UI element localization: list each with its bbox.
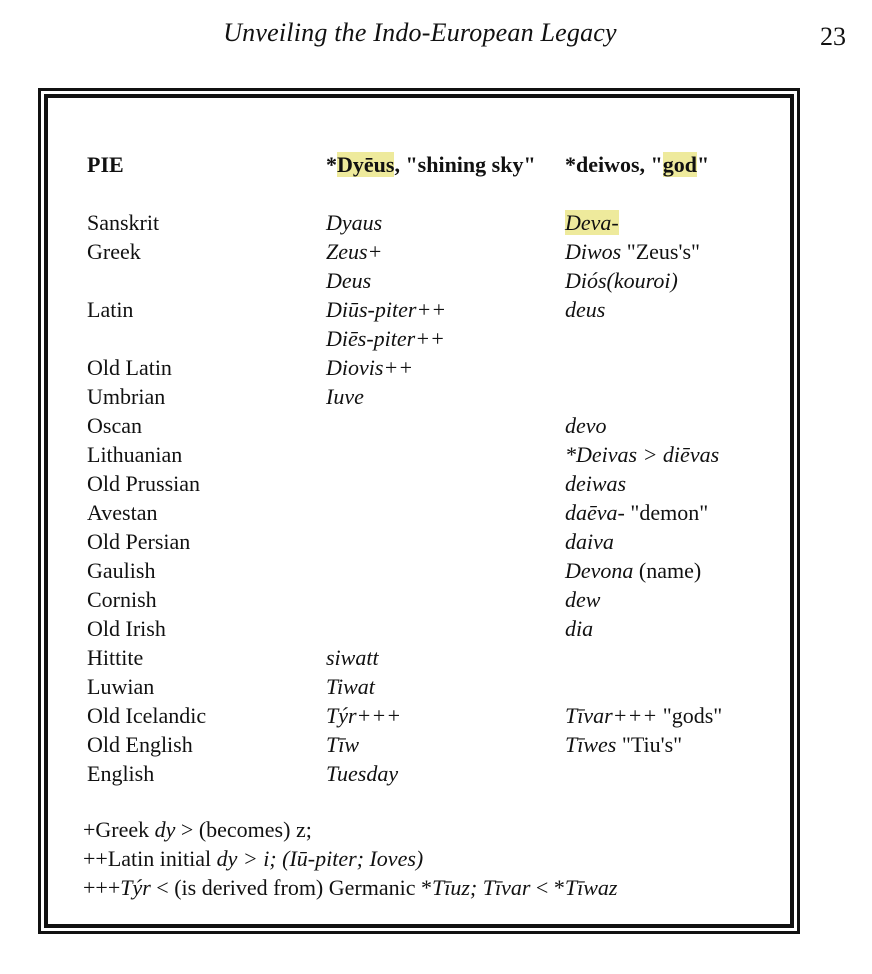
row-deiwos-lemma: dew <box>565 587 601 612</box>
footnote-latin <box>83 844 423 873</box>
header-deiwos-gloss: god <box>662 152 698 177</box>
header-deiwos-root: *deiwos, " <box>565 152 663 177</box>
table-row <box>87 469 787 498</box>
row-dyeus-reflex: Diovis++ <box>326 355 414 380</box>
row-language: Avestan <box>87 500 158 525</box>
row-deiwos-lemma: Tīvar+++ <box>565 703 658 728</box>
footnote-germanic-b: Týr <box>120 875 151 900</box>
table-row <box>87 527 787 556</box>
row-deiwos-lemma: deiwas <box>565 471 627 496</box>
row-language: Luwian <box>87 674 155 699</box>
row-deiwos-reflex <box>565 730 682 759</box>
footnote-greek-c: > (becomes) z; <box>175 817 312 842</box>
row-deiwos-reflex <box>565 614 593 643</box>
row-language: Oscan <box>87 413 142 438</box>
table-row <box>87 672 787 701</box>
row-deiwos-reflex <box>565 266 678 295</box>
row-language: Latin <box>87 297 134 322</box>
row-deiwos-note: "Tiu's" <box>616 732 683 757</box>
row-language: Hittite <box>87 645 144 670</box>
row-language: Old Icelandic <box>87 703 207 728</box>
row-language: Old Persian <box>87 529 191 554</box>
footnote-greek-b: dy <box>154 817 176 842</box>
footnote-germanic <box>83 873 617 902</box>
footnote-latin-b: dy > i; (Iū-piter; Ioves) <box>216 846 424 871</box>
table-row <box>87 208 787 237</box>
row-deiwos-reflex <box>565 585 600 614</box>
footnote-germanic-c: < (is derived from) Germanic * <box>150 875 432 900</box>
header-deiwos <box>565 150 709 179</box>
footnote-germanic-f: Tīwaz <box>564 875 618 900</box>
row-deiwos-lemma: Diwos <box>565 239 622 264</box>
row-language: Cornish <box>87 587 157 612</box>
row-dyeus-reflex: Tīw <box>326 732 360 757</box>
table-row <box>87 353 787 382</box>
row-deiwos-lemma: daēva- <box>565 500 625 525</box>
row-language: Old Prussian <box>87 471 201 496</box>
row-language: Greek <box>87 239 141 264</box>
row-dyeus-reflex: Dyaus <box>326 210 383 235</box>
row-dyeus-reflex: Týr+++ <box>326 703 402 728</box>
page-number: 23 <box>820 22 846 51</box>
table-row <box>87 382 787 411</box>
row-language: English <box>87 761 155 786</box>
row-deiwos-reflex <box>565 556 701 585</box>
header-dyeus-root: Dyēus <box>337 152 395 177</box>
table-row <box>87 556 787 585</box>
row-deiwos-lemma: dia <box>565 616 594 641</box>
row-deiwos-note: "gods" <box>657 703 723 728</box>
row-deiwos-reflex <box>565 295 605 324</box>
row-deiwos-lemma: Diós(kouroi) <box>565 268 678 293</box>
header-dyeus-star: * <box>326 152 337 177</box>
footnote-germanic-d: Tīuz; Tīvar <box>432 875 531 900</box>
row-deiwos-note: "Zeus's" <box>621 239 701 264</box>
row-language: Lithuanian <box>87 442 183 467</box>
row-deiwos-reflex <box>565 440 719 469</box>
running-header-title: Unveiling the Indo-European Legacy <box>223 18 617 47</box>
footnote-germanic-a: +++ <box>83 875 121 900</box>
table-row <box>87 324 787 353</box>
row-deiwos-reflex <box>565 411 607 440</box>
row-deiwos-lemma: Devona <box>565 558 634 583</box>
row-deiwos-lemma: *Deivas > diēvas <box>565 442 720 467</box>
row-deiwos-reflex <box>565 469 626 498</box>
row-language: Old Latin <box>87 355 172 380</box>
row-deiwos-note: (name) <box>633 558 702 583</box>
row-dyeus-reflex: Deus <box>326 268 372 293</box>
row-language: Old English <box>87 732 193 757</box>
header-dyeus-gloss: , "shining sky" <box>394 152 536 177</box>
row-deiwos-reflex <box>565 527 614 556</box>
table-row <box>87 585 787 614</box>
row-dyeus-reflex: siwatt <box>326 645 379 670</box>
table-row <box>87 701 787 730</box>
row-deiwos-reflex <box>565 237 700 266</box>
row-deiwos-lemma: deus <box>565 297 606 322</box>
row-dyeus-reflex: Tiwat <box>326 674 375 699</box>
row-deiwos-reflex <box>565 208 619 237</box>
table-row <box>87 295 787 324</box>
footnote-greek-a: +Greek <box>83 817 155 842</box>
row-dyeus-reflex: Zeus+ <box>326 239 383 264</box>
table-row <box>87 498 787 527</box>
row-deiwos-reflex <box>565 701 722 730</box>
footnote-latin-a: ++Latin initial <box>83 846 217 871</box>
footnote-germanic-e: < * <box>530 875 565 900</box>
table-header-row <box>87 150 787 179</box>
table-row <box>87 266 787 295</box>
row-deiwos-lemma: Deva- <box>565 210 619 235</box>
table-row <box>87 237 787 266</box>
row-language: Old Irish <box>87 616 166 641</box>
header-deiwos-end: " <box>697 152 710 177</box>
table-row <box>87 614 787 643</box>
row-language: Sanskrit <box>87 210 160 235</box>
row-language: Gaulish <box>87 558 156 583</box>
header-dyeus <box>326 150 536 179</box>
header-language: PIE <box>87 152 124 177</box>
row-deiwos-lemma: daiva <box>565 529 614 554</box>
footnote-greek <box>83 815 312 844</box>
row-language: Umbrian <box>87 384 166 409</box>
table-row <box>87 411 787 440</box>
table-row <box>87 730 787 759</box>
row-deiwos-note: "demon" <box>624 500 709 525</box>
row-deiwos-lemma: Tīwes <box>565 732 617 757</box>
row-dyeus-reflex: Diūs-piter++ <box>326 297 447 322</box>
row-deiwos-reflex <box>565 498 708 527</box>
row-deiwos-lemma: devo <box>565 413 607 438</box>
row-dyeus-reflex: Diēs-piter++ <box>326 326 445 351</box>
row-dyeus-reflex: Tuesday <box>326 761 399 786</box>
table-row <box>87 643 787 672</box>
table-row <box>87 440 787 469</box>
row-dyeus-reflex: Iuve <box>326 384 364 409</box>
table-row <box>87 759 787 788</box>
